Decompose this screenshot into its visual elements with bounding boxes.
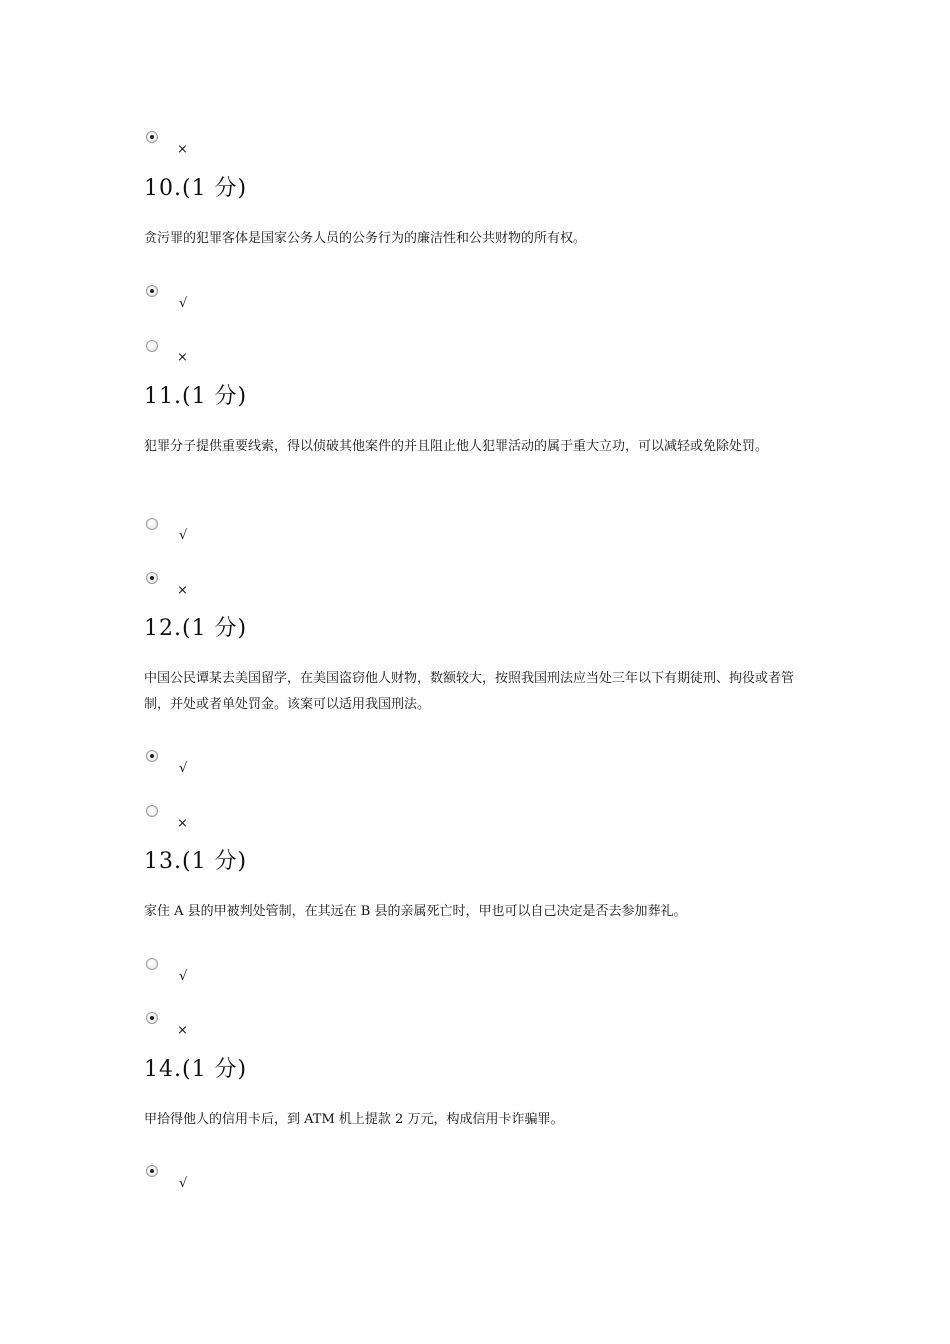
q14-true-mark: √ xyxy=(179,1176,188,1191)
q12-title: 12.(1 分) xyxy=(144,616,248,641)
q11-text: 犯罪分子提供重要线索，得以侦破其他案件的并且阻止他人犯罪活动的属于重大立功，可以减轻或免除处罚。 xyxy=(144,439,769,454)
q10-radio-false[interactable] xyxy=(146,340,158,352)
q12-radio-false[interactable] xyxy=(146,805,158,817)
q10-radio-true[interactable] xyxy=(146,285,158,297)
q11-false-mark: × xyxy=(177,583,188,598)
q14-text: 甲拾得他人的信用卡后，到 ATM 机上提款 2 万元，构成信用卡诈骗罪。 xyxy=(144,1112,564,1127)
q9-false-mark: × xyxy=(177,142,188,157)
q13-radio-false[interactable] xyxy=(146,1012,158,1024)
q13-radio-true[interactable] xyxy=(146,958,158,970)
q10-true-mark: √ xyxy=(179,296,188,311)
q12-text: 中国公民谭某去美国留学，在美国盗窃他人财物，数额较大，按照我国刑法应当处三年以下有期徒刑、拘役或者管制，并处或者单处罚金。该案可以适用我国刑法。 xyxy=(144,671,795,712)
q13-title: 13.(1 分) xyxy=(144,849,248,874)
q10-title: 10.(1 分) xyxy=(144,176,248,201)
q12-true-mark: √ xyxy=(179,761,188,776)
q11-true-mark: √ xyxy=(179,528,188,543)
q13-text: 家住 A 县的甲被判处管制，在其远在 B 县的亲属死亡时，甲也可以自己决定是否去参加葬礼。 xyxy=(144,904,687,919)
q11-title: 11.(1 分) xyxy=(144,384,248,409)
q13-true-mark: √ xyxy=(179,969,188,984)
q11-radio-true[interactable] xyxy=(146,518,158,530)
q10-false-mark: × xyxy=(177,350,188,365)
q14-title: 14.(1 分) xyxy=(144,1057,248,1082)
q12-false-mark: × xyxy=(177,816,188,831)
q13-false-mark: × xyxy=(177,1023,188,1038)
q11-radio-false[interactable] xyxy=(146,572,158,584)
q14-radio-true[interactable] xyxy=(146,1165,158,1177)
q10-text: 贪污罪的犯罪客体是国家公务人员的公务行为的廉洁性和公共财物的所有权。 xyxy=(144,231,587,246)
q9-radio-false[interactable] xyxy=(146,131,158,143)
q12-radio-true[interactable] xyxy=(146,750,158,762)
